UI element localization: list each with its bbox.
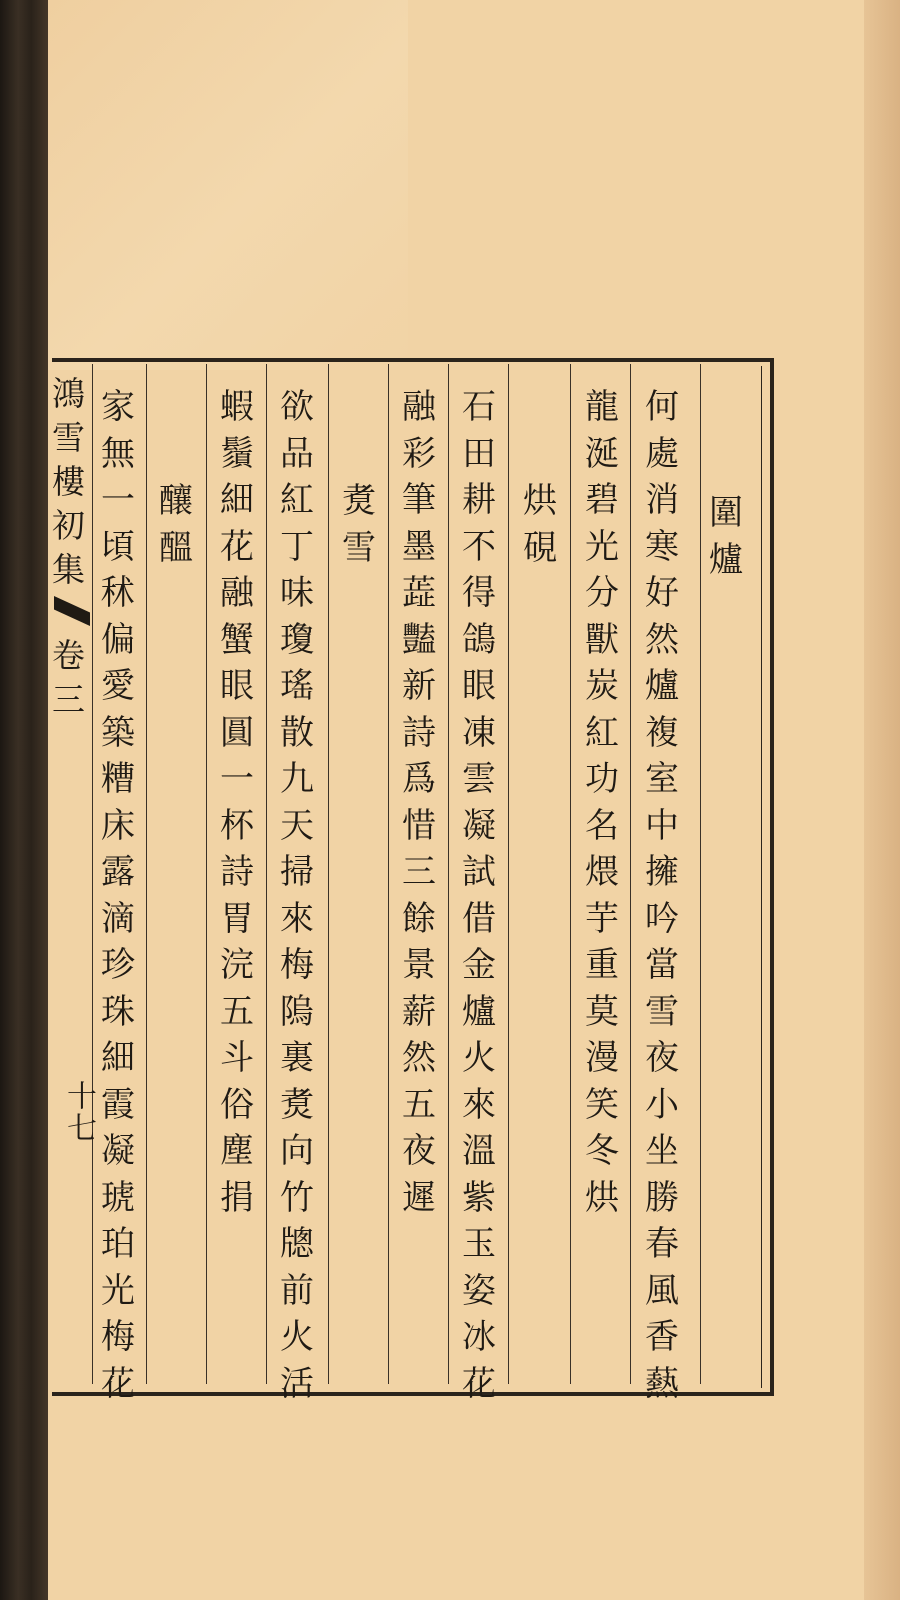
glyph: 滴 xyxy=(101,898,135,939)
glyph: 姿 xyxy=(462,1270,496,1311)
glyph: 新 xyxy=(402,666,436,706)
glyph: 秫 xyxy=(101,573,135,613)
column-rule xyxy=(206,364,207,1384)
glyph: 珠 xyxy=(101,991,135,1032)
glyph: 捐 xyxy=(220,1177,254,1218)
glyph: 薪 xyxy=(402,991,436,1032)
glyph: 雪 xyxy=(52,418,85,457)
glyph: 爐 xyxy=(709,539,743,580)
glyph: 三 xyxy=(52,680,85,719)
glyph: 石 xyxy=(462,387,496,427)
book-title xyxy=(52,372,92,592)
glyph: 胃 xyxy=(220,898,254,939)
glyph: 寒 xyxy=(645,526,679,567)
glyph: 烘 xyxy=(523,481,557,521)
glyph: 珀 xyxy=(101,1224,135,1264)
glyph: 香 xyxy=(645,1317,679,1357)
column-rule xyxy=(508,364,509,1384)
poem-line xyxy=(213,384,261,1221)
poem-title xyxy=(702,490,750,583)
glyph: 遲 xyxy=(402,1177,436,1218)
glyph: 紫 xyxy=(462,1177,496,1218)
glyph: 蕋 xyxy=(402,573,436,613)
glyph: 好 xyxy=(645,573,679,613)
glyph: 向 xyxy=(280,1131,314,1171)
glyph: 糟 xyxy=(101,759,135,799)
glyph: 竹 xyxy=(280,1177,314,1218)
volume-label xyxy=(52,634,92,722)
column-rule xyxy=(92,364,93,1384)
glyph: 九 xyxy=(280,759,314,799)
glyph: 然 xyxy=(645,619,679,660)
glyph: 眼 xyxy=(462,666,496,706)
glyph: 中 xyxy=(645,805,679,846)
glyph: 杯 xyxy=(220,805,254,846)
glyph: 來 xyxy=(280,898,314,939)
glyph: 雲 xyxy=(462,759,496,799)
glyph: 雪 xyxy=(645,991,679,1032)
poem-title xyxy=(152,478,200,571)
glyph: 冰 xyxy=(462,1317,496,1357)
poem-line xyxy=(94,384,142,1407)
glyph: 煨 xyxy=(585,852,619,892)
glyph: 隖 xyxy=(280,991,314,1032)
glyph: 活 xyxy=(280,1363,314,1404)
glyph: 惜 xyxy=(402,805,436,846)
glyph: 露 xyxy=(101,852,135,892)
glyph: 金 xyxy=(462,945,496,985)
column-rule xyxy=(328,364,329,1384)
glyph: 欲 xyxy=(280,387,314,427)
glyph: 前 xyxy=(280,1270,314,1311)
glyph: 蟹 xyxy=(220,619,254,660)
glyph: 床 xyxy=(101,805,135,846)
glyph: 鴻 xyxy=(52,374,85,413)
glyph: 坐 xyxy=(645,1131,679,1171)
glyph: 煑 xyxy=(342,481,376,521)
glyph: 一 xyxy=(220,759,254,799)
glyph: 凝 xyxy=(462,805,496,846)
glyph: 無 xyxy=(101,433,135,474)
glyph: 龍 xyxy=(585,387,619,427)
glyph: 俗 xyxy=(220,1084,254,1125)
glyph: 爇 xyxy=(645,1363,679,1404)
glyph: 樓 xyxy=(52,462,85,501)
glyph: 品 xyxy=(280,433,314,474)
glyph: 散 xyxy=(280,712,314,753)
glyph: 愛 xyxy=(101,666,135,706)
glyph: 當 xyxy=(645,945,679,985)
glyph: 霞 xyxy=(101,1084,135,1125)
glyph: 重 xyxy=(585,945,619,985)
glyph: 偏 xyxy=(101,619,135,660)
glyph: 小 xyxy=(645,1084,679,1125)
glyph: 玉 xyxy=(462,1224,496,1264)
glyph: 彩 xyxy=(402,433,436,474)
glyph: 爐 xyxy=(462,991,496,1032)
glyph: 詩 xyxy=(402,712,436,753)
glyph: 細 xyxy=(101,1038,135,1078)
glyph: 擁 xyxy=(645,852,679,892)
glyph: 名 xyxy=(585,805,619,846)
glyph: 餘 xyxy=(402,898,436,939)
poem-title xyxy=(335,478,383,571)
glyph: 冬 xyxy=(585,1131,619,1171)
glyph: 釀 xyxy=(159,481,193,521)
glyph: 浣 xyxy=(220,945,254,985)
glyph: 來 xyxy=(462,1084,496,1125)
glyph: 功 xyxy=(585,759,619,799)
column-rule xyxy=(448,364,449,1384)
glyph: 花 xyxy=(220,526,254,567)
glyph: 牕 xyxy=(280,1224,314,1264)
poem-line xyxy=(638,384,686,1407)
glyph: 味 xyxy=(280,573,314,613)
glyph: 得 xyxy=(462,573,496,613)
glyph: 火 xyxy=(462,1038,496,1078)
column-rule xyxy=(146,364,147,1384)
glyph: 借 xyxy=(462,898,496,939)
glyph: 頃 xyxy=(101,526,135,567)
poem-title xyxy=(516,478,564,571)
glyph: 梅 xyxy=(101,1317,135,1357)
glyph: 瓊 xyxy=(280,619,314,660)
glyph: 花 xyxy=(462,1363,496,1404)
glyph: 圍 xyxy=(709,493,743,533)
glyph: 眼 xyxy=(220,666,254,706)
glyph: 塵 xyxy=(220,1131,254,1171)
glyph: 凍 xyxy=(462,712,496,753)
fish-tail-mark xyxy=(54,596,90,626)
glyph: 雪 xyxy=(342,527,376,568)
poem-line xyxy=(273,384,321,1407)
glyph: 掃 xyxy=(280,852,314,892)
glyph: 光 xyxy=(585,526,619,567)
glyph: 集 xyxy=(52,550,85,589)
glyph: 春 xyxy=(645,1224,679,1264)
glyph: 一 xyxy=(101,480,135,520)
glyph: 炭 xyxy=(585,666,619,706)
glyph: 光 xyxy=(101,1270,135,1311)
glyph: 斗 xyxy=(220,1038,254,1078)
poem-line xyxy=(578,384,626,1221)
glyph: 天 xyxy=(280,805,314,846)
glyph: 紅 xyxy=(280,480,314,520)
margin-banner xyxy=(52,372,92,722)
glyph: 珍 xyxy=(101,945,135,985)
glyph: 筆 xyxy=(402,480,436,520)
glyph: 醞 xyxy=(159,527,193,568)
glyph: 紅 xyxy=(585,712,619,753)
glyph: 煑 xyxy=(280,1084,314,1125)
glyph: 複 xyxy=(645,712,679,753)
glyph: 裏 xyxy=(280,1038,314,1078)
column-rule xyxy=(388,364,389,1384)
glyph: 卷 xyxy=(52,636,85,675)
glyph: 何 xyxy=(645,387,679,427)
glyph: 爲 xyxy=(402,759,436,799)
page-right-margin xyxy=(864,0,900,1600)
glyph: 不 xyxy=(462,526,496,567)
column-rule xyxy=(630,364,631,1384)
glyph: 爐 xyxy=(645,666,679,706)
glyph: 景 xyxy=(402,945,436,985)
glyph: 然 xyxy=(402,1038,436,1078)
glyph: 鴿 xyxy=(462,619,496,660)
glyph: 溫 xyxy=(462,1131,496,1171)
poem-line xyxy=(395,384,443,1221)
glyph: 試 xyxy=(462,852,496,892)
glyph: 瑤 xyxy=(280,666,314,706)
glyph: 夜 xyxy=(645,1038,679,1078)
glyph: 芋 xyxy=(585,898,619,939)
page-number: 十七 xyxy=(61,1080,96,1144)
glyph: 碧 xyxy=(585,480,619,520)
column-rule xyxy=(570,364,571,1384)
glyph: 烘 xyxy=(585,1177,619,1218)
glyph: 琥 xyxy=(101,1177,135,1218)
column-rule xyxy=(700,364,701,1384)
glyph: 五 xyxy=(402,1084,436,1125)
glyph: 田 xyxy=(462,433,496,474)
glyph: 初 xyxy=(52,506,85,545)
glyph: 涎 xyxy=(585,433,619,474)
glyph: 獸 xyxy=(585,619,619,660)
poem-line xyxy=(455,384,503,1407)
glyph: 三 xyxy=(402,852,436,892)
glyph: 圓 xyxy=(220,712,254,753)
glyph: 硯 xyxy=(523,527,557,568)
glyph: 蝦 xyxy=(220,387,254,427)
glyph: 分 xyxy=(585,573,619,613)
glyph: 墨 xyxy=(402,526,436,567)
glyph: 築 xyxy=(101,712,135,753)
book-spine-edge xyxy=(0,0,52,1600)
glyph: 梅 xyxy=(280,945,314,985)
glyph: 漫 xyxy=(585,1038,619,1078)
glyph: 詩 xyxy=(220,852,254,892)
glyph: 花 xyxy=(101,1363,135,1404)
column-rule xyxy=(266,364,267,1384)
glyph: 莫 xyxy=(585,991,619,1032)
glyph: 家 xyxy=(101,387,135,427)
glyph: 融 xyxy=(402,387,436,427)
glyph: 處 xyxy=(645,433,679,474)
glyph: 五 xyxy=(220,991,254,1032)
glyph: 融 xyxy=(220,573,254,613)
glyph: 凝 xyxy=(101,1131,135,1171)
glyph: 室 xyxy=(645,759,679,799)
glyph: 吟 xyxy=(645,898,679,939)
glyph: 豔 xyxy=(402,619,436,660)
glyph: 勝 xyxy=(645,1177,679,1218)
glyph: 丁 xyxy=(280,526,314,567)
glyph: 細 xyxy=(220,480,254,520)
glyph: 夜 xyxy=(402,1131,436,1171)
glyph: 鬚 xyxy=(220,433,254,474)
glyph: 消 xyxy=(645,480,679,520)
folded-page-corner xyxy=(48,0,408,370)
glyph: 耕 xyxy=(462,480,496,520)
glyph: 風 xyxy=(645,1270,679,1311)
glyph: 火 xyxy=(280,1317,314,1357)
glyph: 笑 xyxy=(585,1084,619,1125)
